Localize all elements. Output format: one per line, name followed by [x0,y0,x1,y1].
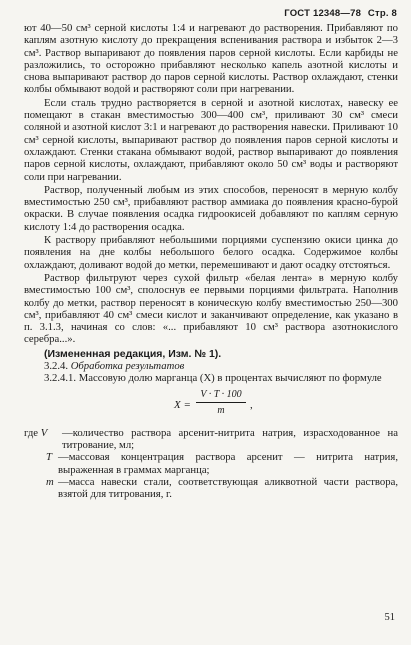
symbol-t: T [46,451,52,464]
formula-fraction [196,389,246,418]
definition-t-text: —массовая концентрация раствора арсенит — нитрита натрия, выраженная в граммах марганца; [58,451,398,476]
standard-number: ГОСТ 12348—78 [284,8,362,19]
formula-denominator: m [217,404,225,416]
definition-m-text: —масса навески стали, соответствующая аликвотной части раствора, взятой для титрования, г. [58,475,398,501]
definition-t [24,451,398,476]
symbol-v: V [40,426,48,439]
definition-lead: где [24,426,39,439]
page-label: Стр. 8 [367,8,397,19]
document-body [24,22,398,500]
paragraph-transfer: Раствор, полученный любым из этих способов, переносят в мерную колбу вместимостью 250 см³, прибавляют раствор аммиака до появления красно-бурой окраски. В случае появления осадка гидроокисей добавляют по каплям серную кислоту 1:4 до растворения осадка. [24,183,398,233]
paragraph-zinc-oxide: К раствору прибавляют небольшими порциями суспензию окиси цинка до появления на дне колбы небольшого белого осадка. Содержимое колбы охлаждают, доливают водой до метки, перемешивают и дают осадку отстояться. [24,234,398,271]
section-heading [44,360,398,372]
paragraph-continuation: ют 40—50 см³ серной кислоты 1:4 и нагревают до растворения. Прибавляют по каплям азотную кислоту до прекращения вспенивания раствора и избыток 2—3 см³. Раствор выпаривают до появления паров серной кислоты. Если карбиды не разложились, то осторожно прибавляют несколько капель азотной кислоты и снова выпаривают раствор до паров серной кислоты. Раствор охлаждают, стенки колбы обмывают водой и растворяют соли при нагревании. [24,22,398,96]
formula [24,387,398,427]
section-title: Обработка результатов [70,360,185,373]
section-number: 3.2.4. [44,360,69,373]
page-header [280,8,397,19]
definition-m [24,476,398,501]
formula-intro: 3.2.4.1. Массовую долю марганца (X) в процентах вычисляют по формуле [44,372,382,385]
paragraph-filtration: Раствор фильтруют через сухой фильтр «белая лента» в мерную колбу вместимостью 100 см³, сполоснув ее первыми порциями фильтрата. Наполнив колбу до метки, раствор переносят в коническую колбу вместимостью 250—300 см³, прибавляют 40 см³ смеси кислот и заканчивают определение, как указано в п. 3.1.3, начиная со слов: «... прибавляют 10 см³ раствора азотнокислого серебра...». [24,271,398,346]
revision-note: (Измененная редакция, Изм. № 1). [44,347,222,360]
formula-comma: , [250,398,253,411]
paragraph-alt-dissolution: Если сталь трудно растворяется в серной и азотной кислотах, навеску ее помещают в стакан вместимостью 300—400 см³, приливают 30 см³ смеси соляной и азотной кислот 3:1 и нагревают до растворения навески. Приливают 10 см³ серной кислоты, выпаривают раствор до появления паров серной кислоты и охлаждают. Стенки стакана обмывают водой, раствор выпаривают до появления паров серной кислоты, охлаждают, прибавляют около 50 см³ воды и растворяют соли при нагревании. [24,96,398,183]
formula-numerator: V · T · 100 [196,389,246,403]
symbol-m: m [46,475,54,488]
page-number: 51 [384,612,395,623]
definition-v [24,427,398,452]
definition-v-text: —количество раствора арсенит-нитрита натрия, израсходованное на титрование, мл; [62,426,398,451]
formula-lhs: X = [174,398,191,411]
